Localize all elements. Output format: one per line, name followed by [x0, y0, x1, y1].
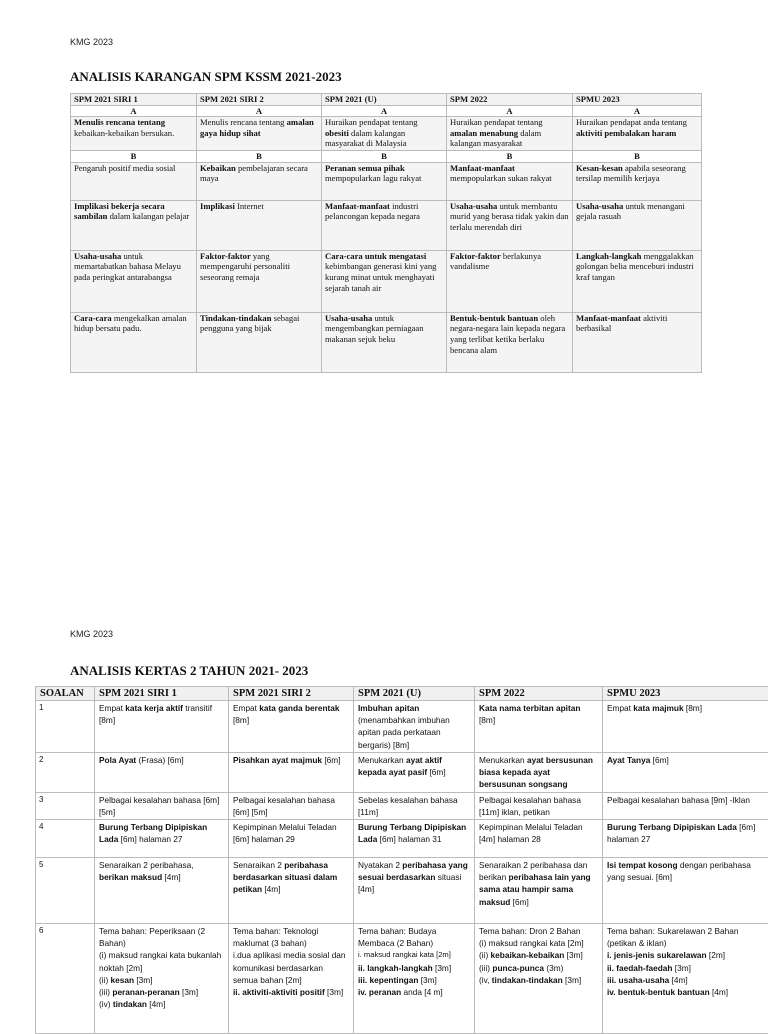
- table-cell: Langkah-langkah menggalakkan golongan belia menceburi industri kraf tangan: [573, 250, 702, 312]
- section-label: A: [322, 105, 447, 117]
- table-cell: [95, 924, 229, 1034]
- table-cell: Huraikan pendapat anda tentang aktiviti pembalakan haram: [573, 117, 702, 151]
- table-cell: Faktor-faktor yang mempengaruhi personaliti seseorang remaja: [197, 250, 322, 312]
- table-cell: Kebaikan pembelajaran secara maya: [197, 162, 322, 200]
- column-header: SPM 2021 SIRI 1: [71, 94, 197, 106]
- cell-line: Tema bahan: Dron 2 Bahan: [479, 925, 598, 937]
- table-cell: Kesan-kesan apabila seseorang tersilap memilih kerjaya: [573, 162, 702, 200]
- section-label: A: [197, 105, 322, 117]
- table-cell: Kepimpinan Melalui Teladan [4m] halaman 28: [475, 820, 603, 858]
- table-cell: Pola Ayat (Frasa) [6m]: [95, 753, 229, 793]
- table-cell: Usaha-usaha untuk membantu murid yang berasa tidak yakin dan terlalu merendah diri: [447, 200, 573, 250]
- page-header: KMG 2023: [70, 37, 113, 47]
- table-cell: Pisahkan ayat majmuk [6m]: [229, 753, 354, 793]
- table-cell: [229, 924, 354, 1034]
- table-cell: Burung Terbang Dipipiskan Lada [6m] halaman 27: [95, 820, 229, 858]
- table-cell: Manfaat-manfaat mempopularkan sukan rakyat: [447, 162, 573, 200]
- table-row: [36, 792, 768, 819]
- section-label: A: [447, 105, 573, 117]
- table-cell: Usaha-usaha untuk memartabatkan bahasa Melayu pada peringkat antarabangsa: [71, 250, 197, 312]
- section-label: B: [322, 151, 447, 163]
- table-header-row: [36, 687, 768, 701]
- cell-line: (iii) peranan-peranan [3m]: [99, 986, 224, 998]
- table-row: [36, 820, 768, 858]
- table-cell: Implikasi bekerja secara sambilan dalam kalangan pelajar: [71, 200, 197, 250]
- cell-line: i.dua aplikasi media sosial dan komunikasi berdasarkan semua bahan [2m]: [233, 949, 349, 986]
- question-number: 6: [36, 924, 95, 1034]
- table-cell: Senaraikan 2 peribahasa dan berikan peribahasa lain yang sama atau hampir sama maksud [6m]: [475, 858, 603, 924]
- section-label: B: [447, 151, 573, 163]
- cell-line: iv. peranan anda [4 m]: [358, 986, 470, 998]
- table-row: [36, 924, 768, 1034]
- column-header: SPM 2021 SIRI 2: [229, 687, 354, 701]
- cell-line: Tema bahan: Budaya Membaca (2 Bahan): [358, 925, 470, 949]
- table-cell: Senaraikan 2 peribahasa berdasarkan situasi dalam petikan [4m]: [229, 858, 354, 924]
- section-label: B: [573, 151, 702, 163]
- table-cell: Senaraikan 2 peribahasa, berikan maksud [4m]: [95, 858, 229, 924]
- cell-line: iii. usaha-usaha [4m]: [607, 974, 764, 986]
- table-cell: Pelbagai kesalahan bahasa [6m] [5m]: [95, 792, 229, 819]
- cell-line: (iv) tindakan [4m]: [99, 998, 224, 1010]
- section-label: A: [71, 105, 197, 117]
- table-cell: Kata nama terbitan apitan [8m]: [475, 701, 603, 753]
- table-row: [71, 250, 702, 312]
- table-header-row: [71, 94, 702, 106]
- cell-line: (i) maksud rangkai kata bukanlah noktah [2m]: [99, 949, 224, 973]
- table-cell: [354, 924, 475, 1034]
- table-cell: [603, 924, 768, 1034]
- paper2-analysis-table: [35, 686, 768, 1034]
- table-cell: Pelbagai kesalahan bahasa [9m] -Iklan: [603, 792, 768, 819]
- column-header: SPMU 2023: [573, 94, 702, 106]
- table-cell: Menukarkan ayat bersusunan biasa kepada ayat bersusunan songsang: [475, 753, 603, 793]
- table-row: [71, 162, 702, 200]
- table-cell: Burung Terbang Dipipiskan Lada [6m] halaman 27: [603, 820, 768, 858]
- table-cell: Pelbagai kesalahan bahasa [11m] iklan, petikan: [475, 792, 603, 819]
- column-header: SPM 2021 (U): [354, 687, 475, 701]
- table-cell: Faktor-faktor berlakunya vandalisme: [447, 250, 573, 312]
- section-a-row: [71, 105, 702, 117]
- cell-line: ii. langkah-langkah [3m]: [358, 962, 470, 974]
- table-cell: Bentuk-bentuk bantuan oleh negara-negara lain kepada negara yang terlibat ketika berlaku bencana alam: [447, 312, 573, 372]
- question-number: 4: [36, 820, 95, 858]
- table-row: [71, 200, 702, 250]
- table-cell: Usaha-usaha untuk menangani gejala rasuah: [573, 200, 702, 250]
- cell-line: ii. aktiviti-aktiviti positif [3m]: [233, 986, 349, 998]
- table-cell: Cara-cara mengekalkan amalan hidup bersatu padu.: [71, 312, 197, 372]
- table-cell: Pelbagai kesalahan bahasa [6m] [5m]: [229, 792, 354, 819]
- section-b-row: [71, 151, 702, 163]
- table-cell: Imbuhan apitan (menambahkan imbuhan apitan pada perkataan bergaris) [8m]: [354, 701, 475, 753]
- cell-line: Tema bahan: Peperiksaan (2 Bahan): [99, 925, 224, 949]
- table-cell: Tindakan-tindakan sebagai pengguna yang bijak: [197, 312, 322, 372]
- page-title: ANALISIS KERTAS 2 TAHUN 2021- 2023: [70, 663, 308, 679]
- cell-line: i. maksud rangkai kata [2m]: [358, 949, 470, 961]
- column-header: SOALAN: [36, 687, 95, 701]
- table-cell: Pengaruh positif media sosial: [71, 162, 197, 200]
- column-header: SPM 2021 (U): [322, 94, 447, 106]
- table-cell: Ayat Tanya [6m]: [603, 753, 768, 793]
- table-cell: Isi tempat kosong dengan peribahasa yang sesuai. [6m]: [603, 858, 768, 924]
- table-cell: Implikasi Internet: [197, 200, 322, 250]
- table-cell: Menukarkan ayat aktif kepada ayat pasif [6m]: [354, 753, 475, 793]
- table-cell: [475, 924, 603, 1034]
- essay-analysis-table: [70, 93, 702, 373]
- cell-line: (iv, tindakan-tindakan [3m]: [479, 974, 598, 986]
- table-cell: Huraikan pendapat tentang obesiti dalam kalangan masyarakat di Malaysia: [322, 117, 447, 151]
- cell-line: (ii) kebaikan-kebaikan [3m]: [479, 949, 598, 961]
- table-cell: Huraikan pendapat tentang amalan menabung dalam kalangan masyarakat: [447, 117, 573, 151]
- cell-line: Tema bahan: Teknologi maklumat (3 bahan): [233, 925, 349, 949]
- page-header: KMG 2023: [70, 629, 113, 639]
- table-row: [71, 312, 702, 372]
- cell-line: (i) maksud rangkai kata [2m]: [479, 937, 598, 949]
- question-number: 2: [36, 753, 95, 793]
- column-header: SPMU 2023: [603, 687, 768, 701]
- question-number: 5: [36, 858, 95, 924]
- table-cell: Cara-cara untuk mengatasi kebimbangan generasi kini yang kurang minat untuk menghayati sejarah tanah air: [322, 250, 447, 312]
- column-header: SPM 2022: [447, 94, 573, 106]
- section-label: B: [197, 151, 322, 163]
- cell-line: iii. kepentingan [3m]: [358, 974, 470, 986]
- table-row: [36, 858, 768, 924]
- table-cell: Kepimpinan Melalui Teladan [6m] halaman 29: [229, 820, 354, 858]
- table-cell: Empat kata ganda berentak [8m]: [229, 701, 354, 753]
- cell-line: i. jenis-jenis sukarelawan [2m]: [607, 949, 764, 961]
- section-label: B: [71, 151, 197, 163]
- table-cell: Manfaat-manfaat industri pelancongan kepada negara: [322, 200, 447, 250]
- section-label: A: [573, 105, 702, 117]
- cell-line: (iii) punca-punca (3m): [479, 962, 598, 974]
- cell-line: Tema bahan: Sukarelawan 2 Bahan (petikan & iklan): [607, 925, 764, 949]
- column-header: SPM 2022: [475, 687, 603, 701]
- table-cell: Usaha-usaha untuk mengembangkan perniagaan makanan sejuk beku: [322, 312, 447, 372]
- table-cell: Empat kata kerja aktif transitif [8m]: [95, 701, 229, 753]
- column-header: SPM 2021 SIRI 2: [197, 94, 322, 106]
- question-number: 3: [36, 792, 95, 819]
- table-cell: Burung Terbang Dipipiskan Lada [6m] halaman 31: [354, 820, 475, 858]
- table-cell: Menulis rencana tentang amalan gaya hidup sihat: [197, 117, 322, 151]
- table-cell: Menulis rencana tentang kebaikan-kebaikan bersukan.: [71, 117, 197, 151]
- table-cell: Peranan semua pihak mempopularkan lagu rakyat: [322, 162, 447, 200]
- table-cell: Empat kata majmuk [8m]: [603, 701, 768, 753]
- table-cell: Sebelas kesalahan bahasa [11m]: [354, 792, 475, 819]
- question-number: 1: [36, 701, 95, 753]
- page-title: ANALISIS KARANGAN SPM KSSM 2021-2023: [70, 69, 342, 85]
- table-row: [71, 117, 702, 151]
- table-cell: Nyatakan 2 peribahasa yang sesuai berdasarkan situasi [4m]: [354, 858, 475, 924]
- table-row: [36, 701, 768, 753]
- column-header: SPM 2021 SIRI 1: [95, 687, 229, 701]
- cell-line: ii. faedah-faedah [3m]: [607, 962, 764, 974]
- table-cell: Manfaat-manfaat aktiviti berbasikal: [573, 312, 702, 372]
- cell-line: (ii) kesan [3m]: [99, 974, 224, 986]
- table-row: [36, 753, 768, 793]
- cell-line: iv. bentuk-bentuk bantuan [4m]: [607, 986, 764, 998]
